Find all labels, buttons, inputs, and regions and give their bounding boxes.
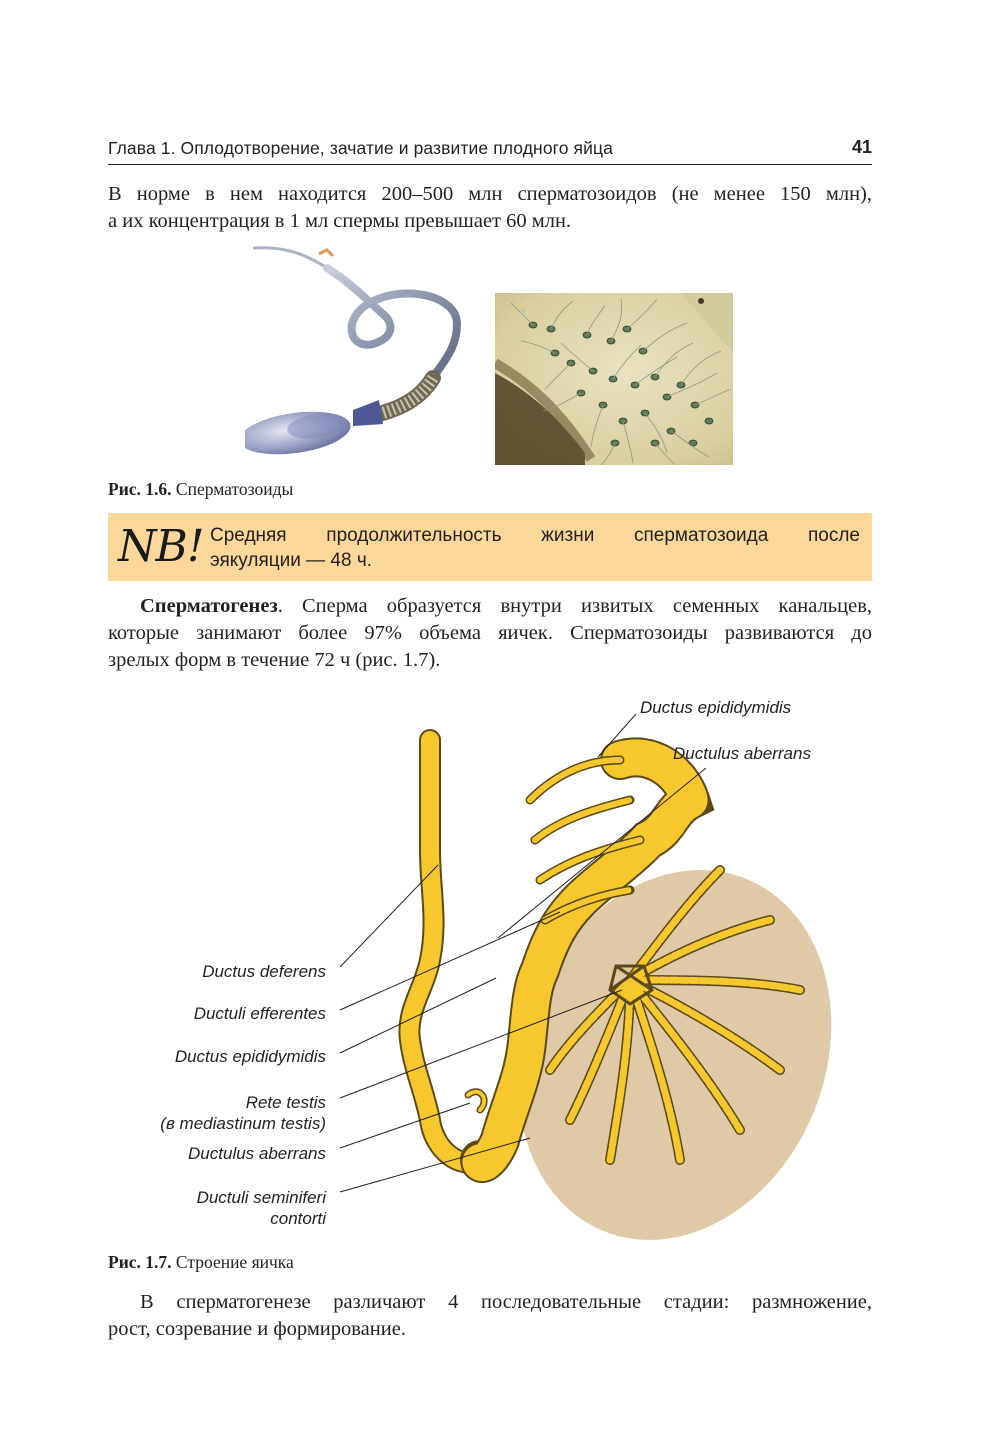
figure-1-7-number: Рис. 1.7. [108,1252,172,1272]
nb-label: NB! [118,521,204,572]
figure-1-6-number: Рис. 1.6. [108,479,172,499]
nb-callout [108,513,872,581]
nb-line-1: Средняя продолжительность жизни сперматозоида после [210,525,860,546]
chapter-title: Глава 1. Оплодотворение, зачатие и развитие плодного яйца [108,138,613,158]
label-ductus-epididymidis-top: Ductus epididymidis [640,698,792,717]
spermatogenesis-line-1 [108,593,872,620]
sperm-micrograph [495,293,733,465]
stages-line-1: В сперматогенезе различают 4 последовательные стадии: размножение, [140,1291,872,1313]
figure-1-7-caption [108,1252,294,1273]
figure-1-6-caption [108,479,293,500]
page-number: 41 [851,137,872,157]
running-head [108,138,872,165]
spermatogenesis-line-1-rest: . Сперма образуется внутри извитых семенных канальцев, [277,595,872,617]
spermatogenesis-line-3: зрелых форм в течение 72 ч (рис. 1.7). [108,649,441,671]
label-seminiferi-line-2: contorti [270,1209,326,1228]
label-ductuli-seminiferi [130,1187,326,1229]
figure-1-7-text: Строение яичка [171,1252,294,1272]
sperm-illustration [245,240,475,462]
label-seminiferi-line-1: Ductuli seminiferi [196,1188,326,1207]
spermatogenesis-paragraph [108,593,872,674]
testis-diagram [330,690,850,1245]
label-ductulus-aberrans-top: Ductulus aberrans [673,744,811,763]
label-rete-testis-line-1: Rete testis [245,1093,326,1112]
stages-line-2: рост, созревание и формирование. [108,1318,406,1340]
label-ductuli-efferentes: Ductuli efferentes [193,1004,326,1023]
intro-line-1: В норме в нем находится 200–500 млн сперматозоидов (не менее 150 млн), [108,183,872,205]
stages-paragraph [108,1289,872,1343]
intro-paragraph [108,181,872,235]
label-ductus-epididymidis-left: Ductus epididymidis [174,1047,326,1066]
label-ductus-deferens: Ductus deferens [202,962,326,981]
intro-line-2: а их концентрация в 1 мл спермы превышает 60 млн. [108,210,572,232]
nb-text [210,523,860,573]
spermatogenesis-term: Сперматогенез [140,595,278,617]
figure-1-6-text: Сперматозоиды [171,479,294,499]
spermatogenesis-line-2: которые занимают более 97% объема яичек. Сперматозоиды развиваются до [108,622,872,644]
label-rete-testis-line-2: (в mediastinum testis) [160,1114,326,1133]
label-ductulus-aberrans-left: Ductulus aberrans [188,1144,326,1163]
label-rete-testis [110,1092,326,1134]
nb-line-2: эякуляции — 48 ч. [210,550,373,571]
